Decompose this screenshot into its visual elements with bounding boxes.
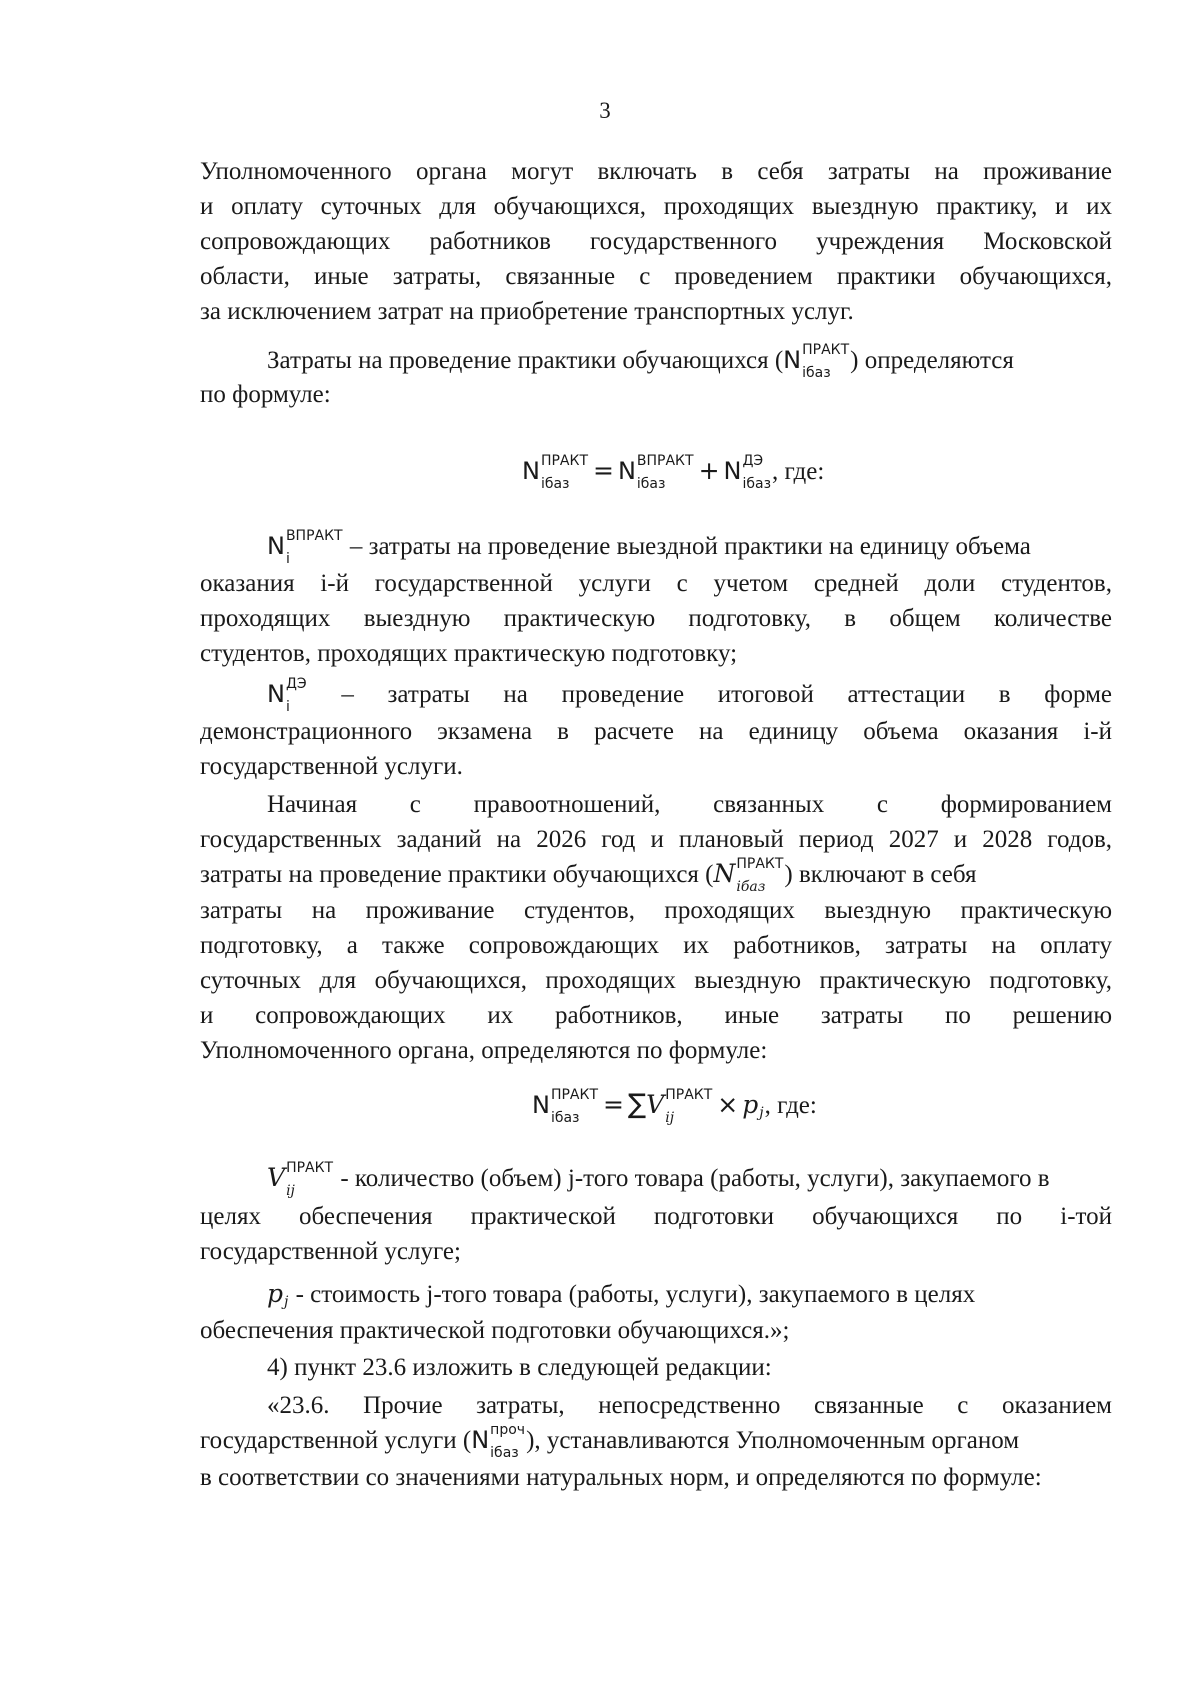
text-line: в соответствии со значениями натуральных норм, и определяются по формуле:: [200, 1464, 1042, 1491]
page-number: 3: [599, 98, 611, 123]
text-line: затраты на проживание студентов, проходящих выездную практическую: [200, 897, 1112, 924]
text-line: студентов, проходящих практическую подготовку;: [200, 640, 738, 667]
text-line: государственной услуге;: [200, 1238, 461, 1265]
text-line: «23.6. Прочие затраты, непосредственно связанные с оказанием: [267, 1392, 1112, 1419]
text-line: Уполномоченного органа, определяются по формуле:: [200, 1037, 768, 1064]
definition-line: V ПРАКТ ij - количество (объем) j-того товара (работы, услуги), закупаемого в: [267, 1160, 1050, 1200]
text-line: области, иные затраты, связанные с проведением практики обучающихся,: [200, 263, 1112, 290]
text-line: государственной услуги.: [200, 753, 463, 780]
text-line: Начиная с правоотношений, связанных с формированием: [267, 791, 1112, 818]
text-line: Уполномоченного органа могут включать в себя затраты на проживание: [200, 158, 1112, 185]
index-stack: ПРАКТ iбаз: [802, 342, 850, 382]
text-line: подготовку, а также сопровождающих их работников, затраты на оплату: [200, 932, 1112, 959]
text-line: по формуле:: [200, 381, 331, 408]
formula-total-practice: N ПРАКТ iбаз = N ВПРАКТ iбаз + N ДЭ iбаз , где:: [522, 453, 825, 493]
text-line: затраты на проведение практики обучающихся (N ПРАКТ iбаз ) включают в себя: [200, 856, 977, 896]
text-line: сопровождающих работников государственного учреждения Московской: [200, 228, 1112, 255]
text-line: государственных заданий на 2026 год и плановый период 2027 и 2028 годов,: [200, 826, 1112, 853]
text-line: суточных для обучающихся, проходящих выездную практическую подготовку,: [200, 967, 1112, 994]
text-line: и сопровождающих их работников, иные затраты по решению: [200, 1002, 1112, 1029]
text-line: оказания i-й государственной услуги с учетом средней доли студентов,: [200, 570, 1112, 597]
text-line: [267, 340, 1112, 380]
text-line: 4) пункт 23.6 изложить в следующей редакции:: [267, 1354, 772, 1381]
text-fragment: Затраты на проведение практики обучающихся (: [267, 347, 784, 374]
text-line: обеспечения практической подготовки обучающихся.»;: [200, 1317, 790, 1344]
text-line: целях обеспечения практической подготовки обучающихся по i-той: [200, 1203, 1112, 1230]
text-line: государственной услуги (N проч iбаз ), устанавливаются Уполномоченным органом: [200, 1422, 1020, 1462]
text-line: проходящих выездную практическую подготовку, в общем количестве: [200, 605, 1112, 632]
formula-practice-cost: N ПРАКТ iбаз = ∑V ПРАКТ ij × p j , где:: [532, 1087, 817, 1127]
symbol-n: N: [783, 346, 802, 374]
text-line: и оплату суточных для обучающихся, проходящих выездную практику, и их: [200, 193, 1112, 220]
definition-line: N ВПРАКТ i – затраты на проведение выездной практики на единицу объема: [267, 528, 1031, 568]
text-fragment: ) определяются: [850, 347, 1014, 374]
definition-line: N ДЭ i – затраты на проведение итоговой аттестации в форме: [267, 676, 1112, 716]
definition-line: p j - стоимость j-того товара (работы, услуги), закупаемого в целях: [267, 1279, 976, 1311]
text-line: за исключением затрат на приобретение транспортных услуг.: [200, 298, 854, 325]
text-line: демонстрационного экзамена в расчете на единицу объема оказания i-й: [200, 718, 1112, 745]
